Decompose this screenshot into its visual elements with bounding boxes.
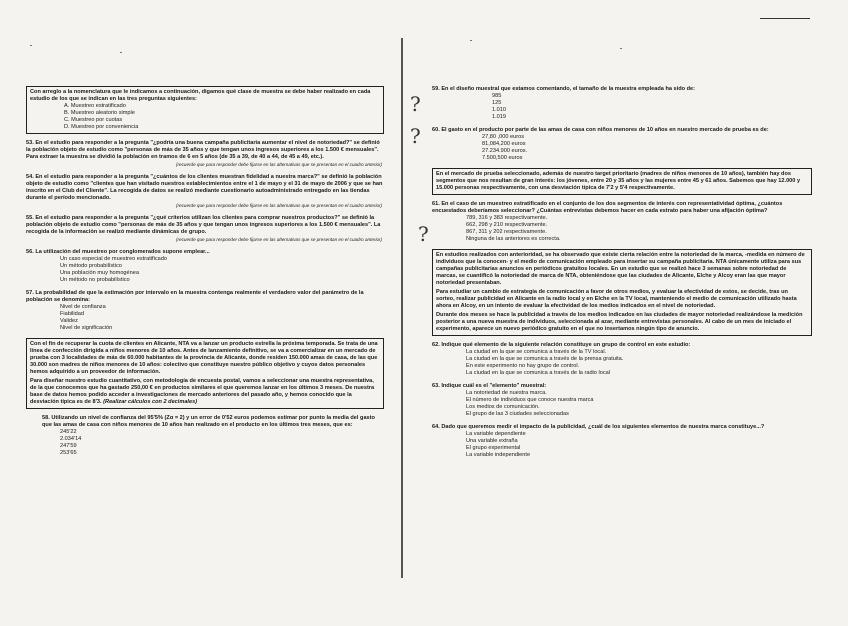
case-paragraph: Con el fin de recuperar la cuota de clientes en Alicante, NTA va a lanzar un producto estrella la próxima temporada. Se trata de una línea de confección dirigida a niños menores de 10 años. Antes de lanzamiento definitivo, se va a comercializar en un mercado de prueba con 3 localidades de más de 60.000 habitantes de la provincia de Alicante, donde residen 150.000 amas de casa, de las que 30.000 son madres de niños menores de 10 años: colectivo que constituye nuestro público objetivo y cuyos datos personales hemos adquirido a un proveedor de información. xyxy=(30,341,378,375)
intro-options xyxy=(64,103,380,131)
intro-option: D. Muestreo por conveniencia xyxy=(64,124,139,130)
option: Fiabilidad xyxy=(60,311,84,317)
handwritten-question-mark: ? xyxy=(418,222,429,246)
option: En este experimento no hay grupo de control. xyxy=(466,363,580,369)
option: 27.234.900 euros. xyxy=(482,148,528,154)
intro-option: B. Muestreo aleatorio simple xyxy=(64,110,135,116)
question-text: 58. Utilizando un nivel de confianza del 95'5% (Zα = 2) y un error de 0'52 euros podemos estimar por punto la media del gasto que las amas de casa con niños menores de 10 años han realizado en el producto en los últimos tres meses, que es: xyxy=(42,415,375,428)
question-56 xyxy=(26,249,384,284)
question-57 xyxy=(26,290,384,332)
right-column xyxy=(432,86,812,465)
question-options xyxy=(482,134,812,162)
experiment-paragraph: Durante dos meses se hace la publicidad a través de los medios indicados en las ciudades de mayor notoriedad realizándose la medición posterior a una nueva muestra de individuos, seleccionada al azar, mediante entrevistas personales. Al cabo de un mes de iniciado el experimento, aparece un nuevo periódico gratuito en el que no insertamos ningún tipo de anuncio. xyxy=(436,312,803,332)
experiment-paragraph: En estudios realizados con anterioridad, se ha observado que existe cierta relación entre la notoriedad de la marca, -medida en número de individuos que la conocen- y el medio de comunicación empleado para insertar su campaña publicitaria. NTA únicamente utiliza para sus campañas publicitarias anuncios en periódicos gratuitos locales. En un estudio que se realizó hace 3 semanas sobre notoriedad de marcas, se cuantificó la notoriedad de marca de NTA, obteniéndose que las ciudades de Alicante, Elche y Alcoy eran las que mayor notoriedad presentaban. xyxy=(436,252,805,286)
question-58 xyxy=(26,415,384,457)
option: 253'65 xyxy=(60,450,77,456)
option: 1.019 xyxy=(492,114,506,120)
question-60 xyxy=(432,127,812,162)
option: La variable independiente xyxy=(466,452,531,458)
question-options xyxy=(466,390,812,418)
question-title: 64. Dado que queremos medir el impacto de la publicidad, ¿cuál de los siguientes elementos de nuestra marca constituye...? xyxy=(432,424,765,430)
case-paragraph xyxy=(30,378,380,406)
question-options xyxy=(466,431,812,459)
question-options xyxy=(466,349,812,377)
option: 867, 311 y 202 respectivamente. xyxy=(466,229,547,235)
option: El grupo experimental xyxy=(466,445,521,451)
intro-option: A. Muestreo estratificado xyxy=(64,103,126,109)
option: 245'22 xyxy=(60,429,77,435)
question-title: 62. Indique qué elemento de la siguiente relación constituye un grupo de control en este estudio: xyxy=(432,342,691,348)
option: 1.010 xyxy=(492,107,506,113)
option: El número de individuos que conoce nuestra marca xyxy=(466,397,594,403)
question-options xyxy=(492,93,812,121)
question-options xyxy=(60,429,384,457)
question-text: 61. En el caso de un muestreo estratificado en el conjunto de los dos segmentos de interés con representatividad óptima, ¿cuántos encuestados deberíamos seleccionar? ¿Cuántas entrevistas debemos hacer en cada estrato para haber una afijación óptima? xyxy=(432,201,783,214)
question-53 xyxy=(26,140,384,168)
question-62 xyxy=(432,342,812,377)
intro-box xyxy=(26,86,384,134)
option: La ciudad en la que se comunica a través de la radio local xyxy=(466,370,610,376)
option: Un método probabilístico xyxy=(60,263,122,269)
question-55 xyxy=(26,215,384,243)
option: La ciudad en la que se comunica a través de la prensa gratuita. xyxy=(466,356,624,362)
case-paragraph-text: Para diseñar nuestro estudio cuantitativo, con metodología de encuesta postal, vamos a seleccionar una muestra representativa, de la que conocemos que ha gastado 250,00 € en productos similares el que queremos lanzar en los últimos 3 meses. De nuestra base de datos hemos podido acceder a investigaciones de mercado anteriores del pasado año, y hemos conocido que la desviación típica es de 8'3. xyxy=(30,378,375,405)
option: 27,80 ,000 euros xyxy=(482,134,524,140)
option: Un método no probabilístico xyxy=(60,277,130,283)
question-text: 53. En el estudio para responder a la pregunta "¿podría una buena campaña publicitaria aumentar el nivel de notoriedad?" se definió la población objeto de estudio como "personas de más de 35 años y que tengan unos ingresos superiores a los 1.500 € mensuales". Para extraer la muestra se dividió la población en tramos de 6 en 5 años (de 35 a 39, de 40 a 44, de 45 a 49, etc.). xyxy=(26,140,380,160)
option: 789, 316 y 383 respectivamente. xyxy=(466,215,548,221)
option: 2.034'14 xyxy=(60,436,82,442)
question-options xyxy=(60,256,384,284)
question-note: (recuerde que para responder debe fijarse en las alternativas que se presentan en el cuadro anterior) xyxy=(176,162,383,167)
segments-box: En el mercado de prueba seleccionado, además de nuestro target prioritario (madres de niños menores de 10 años), también hay dos segmentos que nos resultan de gran interés: los jóvenes, entre 20 y 35 años y las mujeres entre 45 y 61 años. Sabemos que hay 12.000 y 15.000 personas respectivamente, con una desviación típica de 7'2 y 5'4 respectivamente. xyxy=(432,168,812,195)
handwritten-question-mark: ? xyxy=(410,124,421,148)
left-column xyxy=(26,86,384,463)
question-text: 55. En el estudio para responder a la pregunta "¿qué criterios utilizan los clientes para comprar nuestros productos?" se definió la población objeto de estudio como "personas de más de 35 años y que tengan unos ingresos superiores a los 1.500 € mensuales". La recogida de la información se realizó mediante dinámicas de grupo. xyxy=(26,215,381,235)
question-63 xyxy=(432,383,812,418)
option: Una población muy homogénea xyxy=(60,270,139,276)
question-options xyxy=(60,304,384,332)
option: 247'59 xyxy=(60,443,77,449)
handwritten-question-mark: ? xyxy=(410,92,421,116)
option: 985 xyxy=(492,93,502,99)
scan-speck xyxy=(30,45,32,46)
question-note: (recuerde que para responder debe fijarse en las alternativas que se presentan en el cuadro anterior) xyxy=(176,203,383,208)
scan-speck xyxy=(470,40,472,41)
option: 81,084,200 euros xyxy=(482,141,526,147)
question-title: 56. La utilización del muestreo por conglomerados supone emplear... xyxy=(26,249,210,255)
option: Nivel de confianza xyxy=(60,304,106,310)
option: Ninguna de las anteriores es correcta. xyxy=(466,236,561,242)
option: 662, 298 y 210 respectivamente. xyxy=(466,222,548,228)
question-59 xyxy=(432,86,812,121)
question-options xyxy=(466,215,812,243)
case-note: (Realizar cálculos con 2 decimales) xyxy=(103,399,198,405)
intro-option: C. Muestreo por cuotas xyxy=(64,117,123,123)
option: 7.500,500 euros xyxy=(482,155,523,161)
column-divider xyxy=(401,38,403,578)
experiment-box xyxy=(432,249,812,336)
question-title: 57. La probabilidad de que la estimación por intervalo en la muestra contenga realmente el verdadero valor del parámetro de la población se denomina: xyxy=(26,290,364,303)
option: Una variable extraña xyxy=(466,438,518,444)
question-61 xyxy=(432,201,812,243)
scan-speck xyxy=(120,52,122,53)
option: Los medios de comunicación. xyxy=(466,404,540,410)
experiment-paragraph: Para estudiar un cambio de estrategia de comunicación a favor de otros medios, y evaluar la efectividad de estos, se decide, tras un sorteo, realizar publicidad en Alicante en la radio local y en Elche en la TV local, manteniendo el medio de comunicación utilizado hasta ahora en Alcoy, en un intento de evaluar la efectividad de los medios indicados en el nivel de notoriedad. xyxy=(436,289,797,309)
top-edge-line xyxy=(760,18,810,19)
option: Un caso especial de muestreo estratificado xyxy=(60,256,167,262)
option: Validez xyxy=(60,318,78,324)
case-box xyxy=(26,338,384,409)
question-64 xyxy=(432,424,812,459)
option: La ciudad en la que se comunica a través de la TV local. xyxy=(466,349,607,355)
question-text: 54. En el estudio para responder a la pregunta "¿cuántos de los clientes muestran fidelidad a nuestra marca?" se definió la población objeto de estudio como "clientes que han visitado nuestros establecimientos entre el 1 de mayo y el 31 de mayo de 2006 y que se han inscrito en el Club del Cliente". La recogida de datos se realizó mediante cuestionario autoadministrado entregado en las tiendas durante el período mencionado. xyxy=(26,174,383,201)
option: 125 xyxy=(492,100,502,106)
scan-speck xyxy=(620,48,622,49)
question-text: 60. El gasto en el producto por parte de las amas de casa con niños menores de 10 años en nuestro mercado de prueba es de: xyxy=(432,127,769,133)
option: La variable dependiente xyxy=(466,431,526,437)
question-title: 63. Indique cuál es el "elemento" muestral: xyxy=(432,383,547,389)
question-text: 59. En el diseño muestral que estamos comentando, el tamaño de la muestra empleada ha sido de: xyxy=(432,86,695,92)
option: El grupo de las 3 ciudades seleccionadas xyxy=(466,411,569,417)
option: La notoriedad de nuestra marca. xyxy=(466,390,547,396)
intro-text: Con arreglo a la nomenclatura que le indicamos a continuación, digamos qué clase de muestra se debe haber realizado en cada estudio de los que se indican en las tres preguntas siguientes: xyxy=(30,89,371,102)
option: Nivel de significación xyxy=(60,325,113,331)
question-note: (recuerde que para responder debe fijarse en las alternativas que se presentan en el cuadro anterior) xyxy=(176,237,383,242)
question-54 xyxy=(26,174,384,209)
